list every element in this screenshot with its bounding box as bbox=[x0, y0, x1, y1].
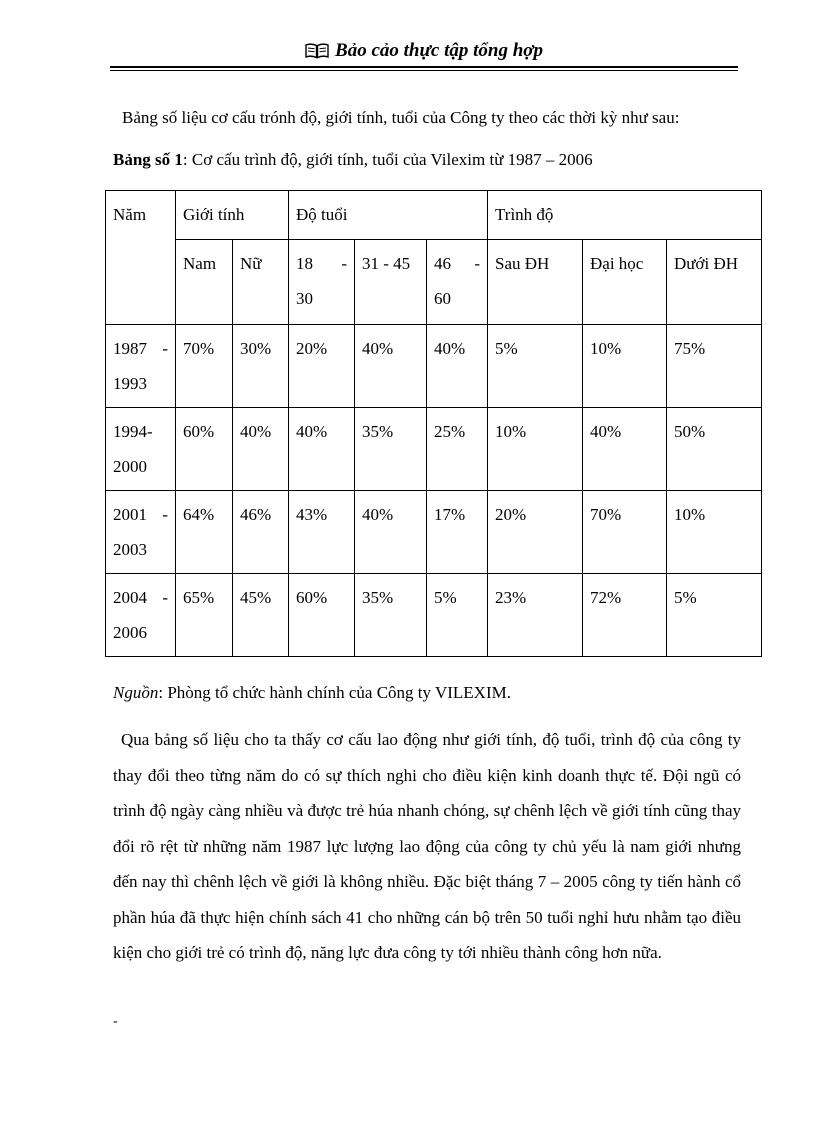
cell-age1: 43% bbox=[289, 491, 355, 574]
data-table bbox=[105, 190, 762, 657]
header-age: Độ tuổi bbox=[289, 191, 488, 240]
year-end: 2006 bbox=[113, 623, 147, 642]
source-label: Nguồn bbox=[113, 683, 159, 702]
cell-female: 30% bbox=[233, 325, 289, 408]
cell-male: 60% bbox=[176, 408, 233, 491]
subheader-age1-end: 30 bbox=[296, 289, 313, 308]
cell-university: 72% bbox=[583, 574, 667, 657]
cell-age1: 40% bbox=[289, 408, 355, 491]
cell-female: 46% bbox=[233, 491, 289, 574]
header-year: Năm bbox=[106, 191, 176, 325]
page-header bbox=[110, 32, 738, 72]
cell-male: 70% bbox=[176, 325, 233, 408]
year-start: 1994- bbox=[113, 422, 153, 441]
cell-female: 45% bbox=[233, 574, 289, 657]
cell-university: 70% bbox=[583, 491, 667, 574]
cell-age3: 25% bbox=[427, 408, 488, 491]
cell-postgrad: 20% bbox=[488, 491, 583, 574]
cell-age3: 17% bbox=[427, 491, 488, 574]
subheader-age3-dash: - bbox=[474, 254, 480, 273]
subheader-university: Đại học bbox=[583, 240, 667, 325]
caption-text: : Cơ cấu trình độ, giới tính, tuổi của Vilexim từ 1987 – 2006 bbox=[182, 150, 593, 169]
cell-year bbox=[106, 574, 176, 657]
subheader-age-46-60 bbox=[427, 240, 488, 325]
year-dash: - bbox=[162, 505, 168, 524]
cell-female: 40% bbox=[233, 408, 289, 491]
cell-postgrad: 5% bbox=[488, 325, 583, 408]
open-book-icon bbox=[305, 42, 329, 59]
subheader-age-31-45: 31 - 45 bbox=[355, 240, 427, 325]
header-rule-thin bbox=[110, 70, 738, 71]
subheader-age-18-30 bbox=[289, 240, 355, 325]
table-header-row bbox=[106, 191, 762, 240]
cell-male: 64% bbox=[176, 491, 233, 574]
subheader-age1-dash: - bbox=[341, 254, 347, 273]
subheader-below-university: Dưới ĐH bbox=[667, 240, 762, 325]
cell-age3: 5% bbox=[427, 574, 488, 657]
footer-mark: - bbox=[113, 1014, 118, 1029]
table-source bbox=[113, 683, 511, 703]
year-dash: - bbox=[162, 588, 168, 607]
year-start: 1987 bbox=[113, 339, 147, 358]
header-education: Trình độ bbox=[488, 191, 762, 240]
subheader-age3-end: 60 bbox=[434, 289, 451, 308]
cell-below-university: 10% bbox=[667, 491, 762, 574]
cell-below-university: 5% bbox=[667, 574, 762, 657]
source-text: : Phòng tổ chức hành chính của Công ty VILEXIM. bbox=[158, 683, 511, 702]
cell-below-university: 50% bbox=[667, 408, 762, 491]
cell-age1: 60% bbox=[289, 574, 355, 657]
cell-university: 40% bbox=[583, 408, 667, 491]
cell-male: 65% bbox=[176, 574, 233, 657]
cell-below-university: 75% bbox=[667, 325, 762, 408]
table-caption bbox=[113, 150, 593, 170]
year-dash: - bbox=[162, 339, 168, 358]
cell-university: 10% bbox=[583, 325, 667, 408]
table-subheader-row bbox=[106, 240, 762, 325]
subheader-female: Nữ bbox=[233, 240, 289, 325]
cell-postgrad: 10% bbox=[488, 408, 583, 491]
year-start: 2004 bbox=[113, 588, 147, 607]
subheader-age1-start: 18 bbox=[296, 254, 313, 273]
cell-age2: 40% bbox=[355, 325, 427, 408]
subheader-age3-start: 46 bbox=[434, 254, 451, 273]
year-start: 2001 bbox=[113, 505, 147, 524]
header-gender: Giới tính bbox=[176, 191, 289, 240]
year-end: 1993 bbox=[113, 374, 147, 393]
cell-postgrad: 23% bbox=[488, 574, 583, 657]
cell-age2: 35% bbox=[355, 408, 427, 491]
cell-year bbox=[106, 491, 176, 574]
table-row bbox=[106, 325, 762, 408]
cell-age2: 40% bbox=[355, 491, 427, 574]
body-paragraph: Qua bảng số liệu cho ta thấy cơ cấu lao động như giới tính, độ tuổi, trình độ của công ty thay đổi theo từng năm do có sự thích nghi cho điều kiện kinh doanh thực tế. Đội ngũ có trình độ ngày càng nhiều và được trẻ húa nhanh chóng, sự chênh lệch về giới tính cũng thay đổi rõ rệt từ những năm 1987 lực lượng lao động của công ty chủ yếu là nam giới nhưng đến nay thì chênh lệch về giới là không nhiều. Đặc biệt tháng 7 – 2005 công ty tiến hành cổ phần húa đã thực hiện chính sách 41 cho những cán bộ trên 50 tuổi nghỉ hưu nhằm tạo điều kiện cho giới trẻ có trình độ, năng lực đưa công ty tới nhiều thành công hơn nữa. bbox=[113, 730, 741, 962]
subheader-postgrad: Sau ĐH bbox=[488, 240, 583, 325]
table-row bbox=[106, 491, 762, 574]
cell-age1: 20% bbox=[289, 325, 355, 408]
caption-label: Bảng số 1 bbox=[113, 150, 183, 169]
header-title: Bảo cảo thực tập tổng hợp bbox=[335, 40, 543, 61]
subheader-male: Nam bbox=[176, 240, 233, 325]
year-end: 2000 bbox=[113, 457, 147, 476]
header-rule-thick bbox=[110, 66, 738, 68]
cell-year bbox=[106, 408, 176, 491]
cell-age3: 40% bbox=[427, 325, 488, 408]
table-row bbox=[106, 574, 762, 657]
header-title-line bbox=[110, 40, 738, 62]
cell-year bbox=[106, 325, 176, 408]
year-end: 2003 bbox=[113, 540, 147, 559]
intro-text: Bảng số liệu cơ cấu trónh độ, giới tính, tuổi của Công ty theo các thời kỳ như sau: bbox=[122, 108, 680, 127]
cell-age2: 35% bbox=[355, 574, 427, 657]
table-row bbox=[106, 408, 762, 491]
